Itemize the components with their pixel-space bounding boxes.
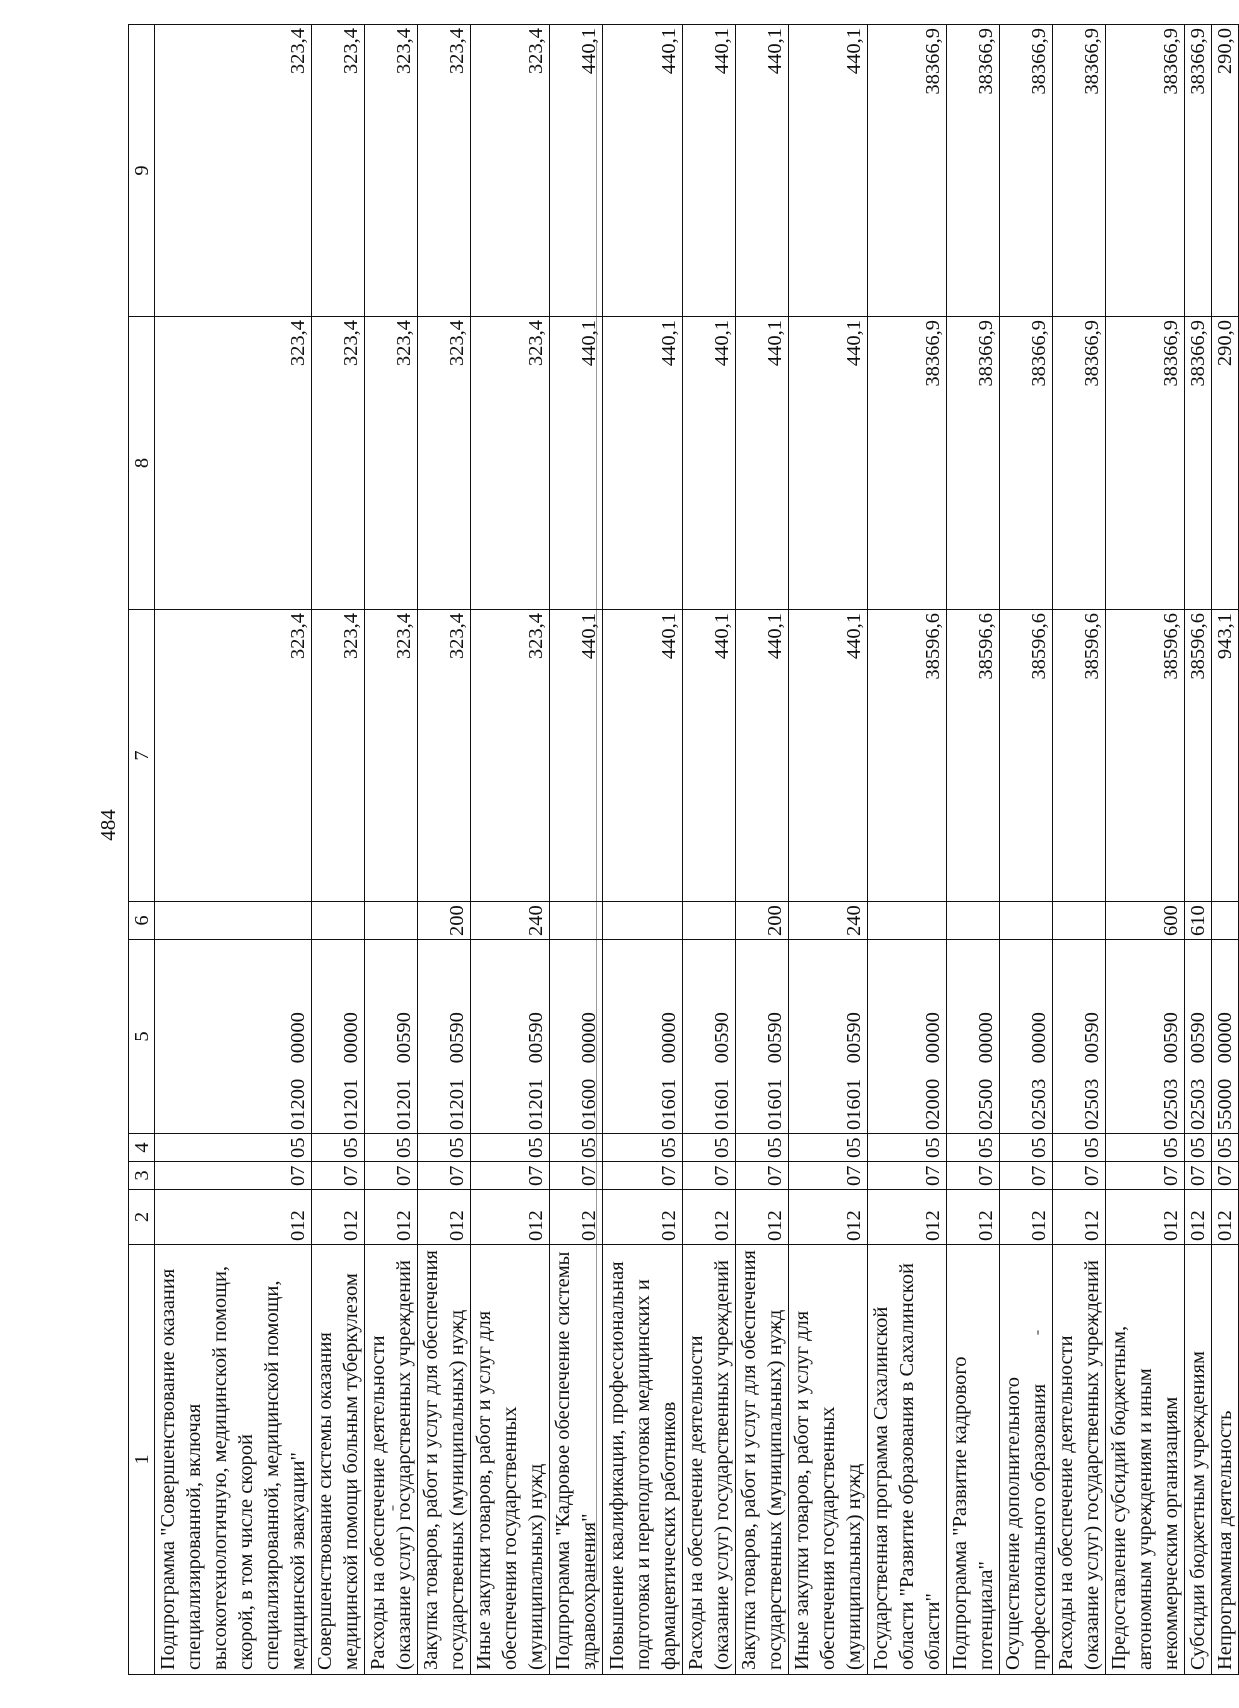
expense-type-code	[947, 902, 1000, 940]
subsection-code: 05	[312, 1134, 365, 1162]
row-name: Иные закупки товаров, работ и услуг для обеспечения государственных (муниципальных) нужд	[471, 1245, 550, 1675]
section-code: 07	[947, 1162, 1000, 1190]
admin-code: 012	[868, 1190, 947, 1245]
admin-code: 012	[312, 1190, 365, 1245]
admin-code: 012	[471, 1190, 550, 1245]
amount-col-8: 440,1	[550, 317, 603, 610]
row-name: Непрограммная деятельность	[1212, 1245, 1239, 1675]
section-code: 07	[1000, 1162, 1053, 1190]
header-row	[129, 25, 155, 1675]
row-name: Подпрограмма "Кадровое обеспечение системы здравоохранения"	[550, 1245, 603, 1675]
subsection-code: 05	[683, 1134, 736, 1162]
section-code: 07	[365, 1162, 418, 1190]
target-article-code: 01201 00590	[418, 940, 471, 1134]
admin-code: 012	[155, 1190, 312, 1245]
row-name: Субсидии бюджетным учреждениям	[1185, 1245, 1212, 1675]
section-code: 07	[683, 1162, 736, 1190]
row-name: Закупка товаров, работ и услуг для обеспечения государственных (муниципальных) нужд	[418, 1245, 471, 1675]
page-number: 484	[96, 809, 120, 841]
table-row	[683, 25, 736, 1675]
row-name: Совершенствование системы оказания медицинской помощи больным туберкулезом	[312, 1245, 365, 1675]
section-code: 07	[418, 1162, 471, 1190]
target-article-code: 02500 00000	[947, 940, 1000, 1134]
admin-code: 012	[1106, 1190, 1185, 1245]
row-name: Подпрограмма "Развитие кадрового потенциала"	[947, 1245, 1000, 1675]
amount-col-8: 38366,9	[1185, 317, 1212, 610]
amount-col-7: 38596,6	[1053, 610, 1106, 902]
header-cell-col-8: 8	[129, 317, 155, 610]
target-article-code: 02503 00000	[1000, 940, 1053, 1134]
target-article-code: 02503 00590	[1106, 940, 1185, 1134]
amount-col-7: 440,1	[789, 610, 868, 902]
admin-code: 012	[736, 1190, 789, 1245]
amount-col-7: 440,1	[683, 610, 736, 902]
amount-col-8: 323,4	[312, 317, 365, 610]
section-code: 07	[1212, 1162, 1239, 1190]
admin-code: 012	[1185, 1190, 1212, 1245]
amount-col-9: 440,1	[550, 25, 603, 317]
section-code: 07	[1185, 1162, 1212, 1190]
table-row	[736, 25, 789, 1675]
expense-type-code: 610	[1185, 902, 1212, 940]
section-code: 07	[471, 1162, 550, 1190]
header-cell-col-4: 4	[129, 1134, 155, 1162]
admin-code: 012	[550, 1190, 603, 1245]
admin-code: 012	[1053, 1190, 1106, 1245]
header-cell-col-5: 5	[129, 940, 155, 1134]
expense-type-code	[603, 902, 683, 940]
row-name: Государственная программа Сахалинской области "Развитие образования в Сахалинской области"	[868, 1245, 947, 1675]
header-cell-col-9: 9	[129, 25, 155, 317]
rotated-sheet	[94, 25, 1236, 1675]
expense-type-code: 200	[736, 902, 789, 940]
amount-col-9: 440,1	[736, 25, 789, 317]
amount-col-9: 440,1	[683, 25, 736, 317]
amount-col-8: 440,1	[683, 317, 736, 610]
header-cell-col-3: 3	[129, 1162, 155, 1190]
amount-col-7: 440,1	[736, 610, 789, 902]
table-row	[365, 25, 418, 1675]
table-row	[1053, 25, 1106, 1675]
amount-col-8: 38366,9	[868, 317, 947, 610]
target-article-code: 02503 00590	[1053, 940, 1106, 1134]
table-row	[868, 25, 947, 1675]
subsection-code: 05	[365, 1134, 418, 1162]
amount-col-9: 38366,9	[868, 25, 947, 317]
amount-col-8: 323,4	[471, 317, 550, 610]
table-row	[789, 25, 868, 1675]
amount-col-7: 38596,6	[1106, 610, 1185, 902]
table-body	[155, 25, 1239, 1675]
header-cell-col-7: 7	[129, 610, 155, 902]
target-article-code: 01601 00590	[789, 940, 868, 1134]
amount-col-9: 38366,9	[1106, 25, 1185, 317]
section-code: 07	[789, 1162, 868, 1190]
target-article-code: 01601 00590	[736, 940, 789, 1134]
table-row	[550, 25, 603, 1675]
table-row	[1212, 25, 1239, 1675]
subsection-code: 05	[471, 1134, 550, 1162]
amount-col-9: 323,4	[418, 25, 471, 317]
section-code: 07	[1053, 1162, 1106, 1190]
amount-col-8: 38366,9	[1106, 317, 1185, 610]
amount-col-9: 290,0	[1212, 25, 1239, 317]
table-row	[312, 25, 365, 1675]
amount-col-7: 440,1	[603, 610, 683, 902]
table-row	[1185, 25, 1212, 1675]
admin-code: 012	[1000, 1190, 1053, 1245]
expense-type-code	[550, 902, 603, 940]
amount-col-8: 323,4	[418, 317, 471, 610]
target-article-code: 55000 00000	[1212, 940, 1239, 1134]
target-article-code: 01201 00000	[312, 940, 365, 1134]
amount-col-7: 323,4	[312, 610, 365, 902]
expense-type-code: 200	[418, 902, 471, 940]
amount-col-7: 38596,6	[947, 610, 1000, 902]
amount-col-7: 38596,6	[1185, 610, 1212, 902]
row-name: Осуществление дополнительного профессионального образования	[1000, 1245, 1053, 1675]
subsection-code: 05	[155, 1134, 312, 1162]
section-code: 07	[1106, 1162, 1185, 1190]
row-name: Расходы на обеспечение деятельности (оказание услуг) государственных учреждений	[683, 1245, 736, 1675]
admin-code: 012	[789, 1190, 868, 1245]
admin-code: 012	[365, 1190, 418, 1245]
amount-col-7: 440,1	[550, 610, 603, 902]
section-code: 07	[868, 1162, 947, 1190]
subsection-code: 05	[789, 1134, 868, 1162]
subsection-code: 05	[550, 1134, 603, 1162]
table-row	[155, 25, 312, 1675]
amount-col-7: 323,4	[418, 610, 471, 902]
amount-col-8: 323,4	[365, 317, 418, 610]
subsection-code: 05	[1185, 1134, 1212, 1162]
section-code: 07	[550, 1162, 603, 1190]
row-name: Повышение квалификации, профессиональная подготовка и переподготовка медицинских и фармацевтических работников	[603, 1245, 683, 1675]
header-cell-col-6: 6	[129, 902, 155, 940]
subsection-code: 05	[1106, 1134, 1185, 1162]
expense-type-code	[683, 902, 736, 940]
amount-col-9: 323,4	[471, 25, 550, 317]
amount-col-7: 323,4	[155, 610, 312, 902]
amount-col-8: 290,0	[1212, 317, 1239, 610]
admin-code: 012	[603, 1190, 683, 1245]
target-article-code: 01601 00000	[603, 940, 683, 1134]
amount-col-8: 323,4	[155, 317, 312, 610]
target-article-code: 01201 00590	[365, 940, 418, 1134]
target-article-code: 02000 00000	[868, 940, 947, 1134]
expense-type-code	[155, 902, 312, 940]
subsection-code: 05	[1212, 1134, 1239, 1162]
amount-col-9: 323,4	[155, 25, 312, 317]
table-row	[603, 25, 683, 1675]
expense-type-code: 600	[1106, 902, 1185, 940]
section-code: 07	[312, 1162, 365, 1190]
subsection-code: 05	[418, 1134, 471, 1162]
target-article-code: 02503 00590	[1185, 940, 1212, 1134]
amount-col-9: 38366,9	[1185, 25, 1212, 317]
amount-col-7: 323,4	[471, 610, 550, 902]
target-article-code: 01200 00000	[155, 940, 312, 1134]
expense-type-code	[1053, 902, 1106, 940]
row-name: Расходы на обеспечение деятельности (оказание услуг) государственных учреждений	[1053, 1245, 1106, 1675]
expense-type-code	[312, 902, 365, 940]
table-row	[1106, 25, 1185, 1675]
admin-code: 012	[947, 1190, 1000, 1245]
amount-col-7: 38596,6	[1000, 610, 1053, 902]
subsection-code: 05	[947, 1134, 1000, 1162]
amount-col-9: 323,4	[365, 25, 418, 317]
target-article-code: 01201 00590	[471, 940, 550, 1134]
admin-code: 012	[418, 1190, 471, 1245]
subsection-code: 05	[603, 1134, 683, 1162]
subsection-code: 05	[1000, 1134, 1053, 1162]
amount-col-9: 440,1	[603, 25, 683, 317]
expense-type-code	[868, 902, 947, 940]
section-code: 07	[736, 1162, 789, 1190]
header-cell-col-1: 1	[129, 1245, 155, 1675]
subsection-code: 05	[868, 1134, 947, 1162]
amount-col-9: 38366,9	[1053, 25, 1106, 317]
table-row	[947, 25, 1000, 1675]
admin-code: 012	[1212, 1190, 1239, 1245]
target-article-code: 01600 00000	[550, 940, 603, 1134]
amount-col-7: 943,1	[1212, 610, 1239, 902]
row-name: Подпрограмма "Совершенствование оказания специализированной, включая высокотехнологичную, медицинской помощи, скорой, в том числе скорой специализированной, медицинской помощи, медицинской эвакуации"	[155, 1245, 312, 1675]
target-article-code: 01601 00590	[683, 940, 736, 1134]
expense-type-code	[1000, 902, 1053, 940]
table-row	[471, 25, 550, 1675]
amount-col-9: 440,1	[789, 25, 868, 317]
row-name: Закупка товаров, работ и услуг для обеспечения государственных (муниципальных) нужд	[736, 1245, 789, 1675]
expense-type-code	[1212, 902, 1239, 940]
amount-col-8: 440,1	[736, 317, 789, 610]
admin-code: 012	[683, 1190, 736, 1245]
header-cell-col-2: 2	[129, 1190, 155, 1245]
table-row	[1000, 25, 1053, 1675]
amount-col-7: 323,4	[365, 610, 418, 902]
subsection-code: 05	[736, 1134, 789, 1162]
amount-col-8: 38366,9	[947, 317, 1000, 610]
amount-col-9: 323,4	[312, 25, 365, 317]
expense-type-code	[365, 902, 418, 940]
table-row	[418, 25, 471, 1675]
expense-type-code: 240	[471, 902, 550, 940]
amount-col-8: 38366,9	[1000, 317, 1053, 610]
amount-col-9: 38366,9	[947, 25, 1000, 317]
budget-table	[128, 24, 1239, 1675]
section-code: 07	[603, 1162, 683, 1190]
amount-col-9: 38366,9	[1000, 25, 1053, 317]
row-name: Предоставление субсидий бюджетным, автономным учреждениям и иным некоммерческим организациям	[1106, 1245, 1185, 1675]
subsection-code: 05	[1053, 1134, 1106, 1162]
amount-col-8: 440,1	[603, 317, 683, 610]
expense-type-code: 240	[789, 902, 868, 940]
row-name: Расходы на обеспечение деятельности (оказание услуг) государственных учреждений	[365, 1245, 418, 1675]
amount-col-8: 38366,9	[1053, 317, 1106, 610]
amount-col-8: 440,1	[789, 317, 868, 610]
section-code: 07	[155, 1162, 312, 1190]
amount-col-7: 38596,6	[868, 610, 947, 902]
row-name: Иные закупки товаров, работ и услуг для обеспечения государственных (муниципальных) нужд	[789, 1245, 868, 1675]
